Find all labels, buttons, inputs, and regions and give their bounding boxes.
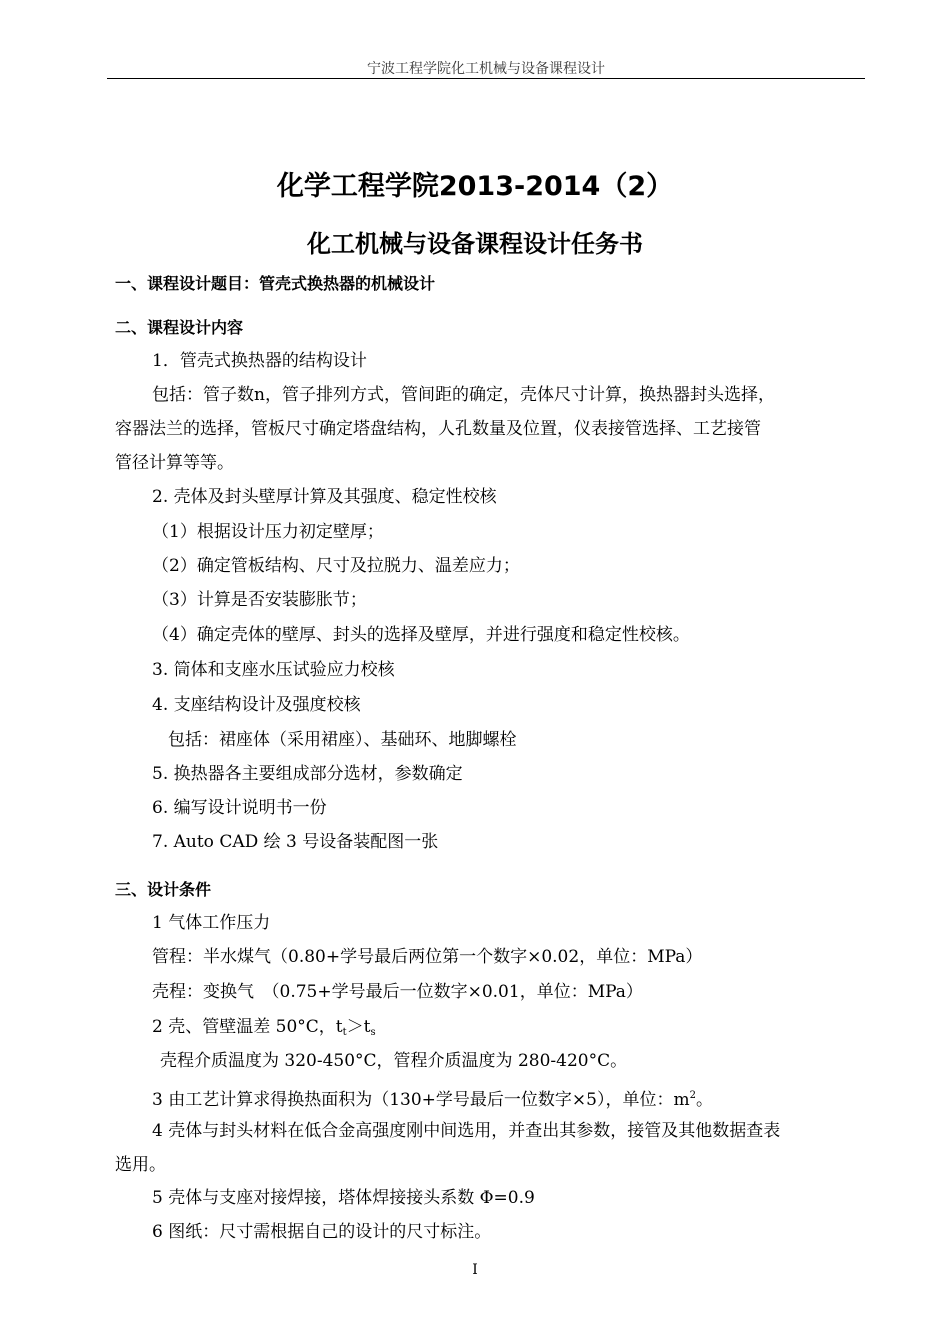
document-title: 化学工程学院2013-2014（2）	[276, 171, 674, 202]
content-item-2-sub: （3）计算是否安装膨胀节；	[152, 590, 367, 610]
section2-heading: 二、课程设计内容	[115, 318, 244, 337]
content-item-2: 2. 壳体及封头壁厚计算及其强度、稳定性校核	[152, 487, 497, 507]
condition-3-text: 3 由工艺计算求得换热面积为（130+学号最后一位数字×5），单位：m	[152, 1090, 690, 1110]
condition-5: 5 壳体与支座对接焊接，塔体焊接接头系数 Φ=0.9	[152, 1188, 535, 1208]
condition-3	[152, 1085, 713, 1111]
condition-4: 4 壳体与封头材料在低合金高强度刚中间选用，并查出其参数，接管及其他数据查表	[152, 1121, 781, 1141]
page-header: 宁波工程学院化工机械与设备课程设计	[367, 61, 605, 77]
condition-2-text: 2 壳、管壁温差 50°C，t	[152, 1017, 343, 1037]
condition-3-superscript: 2	[689, 1090, 696, 1101]
section3-heading: 三、设计条件	[115, 880, 212, 899]
content-item-5: 5. 换热器各主要组成部分选材，参数确定	[152, 764, 463, 784]
content-item-4-desc: 包括：裙座体（采用裙座）、基础环、地脚螺栓	[168, 730, 517, 750]
condition-2-desc: 壳程介质温度为 320-450°C，管程介质温度为 280-420°C。	[160, 1051, 628, 1071]
condition-3-suffix: 。	[695, 1090, 713, 1110]
content-item-6: 6. 编写设计说明书一份	[152, 798, 327, 818]
condition-1-shell: 壳程：变换气 （0.75+学号最后一位数字×0.01，单位：MPa）	[152, 982, 643, 1002]
content-item-1-desc: 包括：管子数n，管子排列方式，管间距的确定，壳体尺寸计算，换热器封头选择，	[152, 385, 775, 405]
page-number: I	[472, 1262, 478, 1278]
content-item-1-desc: 容器法兰的选择，管板尺寸确定塔盘结构，人孔数量及位置，仪表接管选择、工艺接管	[115, 419, 761, 439]
condition-4-cont: 选用。	[115, 1155, 166, 1175]
content-item-1: 1．管壳式换热器的结构设计	[152, 351, 367, 371]
condition-1-tube: 管程：半水煤气（0.80+学号最后两位第一个数字×0.02，单位：MPa）	[152, 947, 703, 967]
condition-2-subscript-s: s	[370, 1027, 376, 1038]
content-item-2-sub: （2）确定管板结构、尺寸及拉脱力、温差应力；	[152, 556, 520, 576]
content-item-1-desc: 管径计算等等。	[115, 453, 234, 473]
content-item-7: 7. Auto CAD 绘 3 号设备装配图一张	[152, 832, 439, 852]
condition-2-subscript-t: t	[342, 1027, 347, 1038]
section1-heading: 一、课程设计题目：管壳式换热器的机械设计	[115, 274, 436, 293]
condition-2	[152, 1016, 376, 1044]
condition-6: 6 图纸：尺寸需根据自己的设计的尺寸标注。	[152, 1222, 492, 1242]
content-item-3: 3. 筒体和支座水压试验应力校核	[152, 660, 395, 680]
content-item-4: 4. 支座结构设计及强度校核	[152, 695, 361, 715]
condition-1: 1 气体工作压力	[152, 913, 271, 933]
content-item-2-sub: （1）根据设计压力初定壁厚；	[152, 522, 384, 542]
header-rule	[107, 78, 865, 79]
document-subtitle: 化工机械与设备课程设计任务书	[307, 230, 643, 258]
condition-2-gt: ＞t	[346, 1017, 371, 1037]
content-item-2-sub: （4）确定壳体的壁厚、封头的选择及壁厚，并进行强度和稳定性校核。	[152, 625, 690, 645]
